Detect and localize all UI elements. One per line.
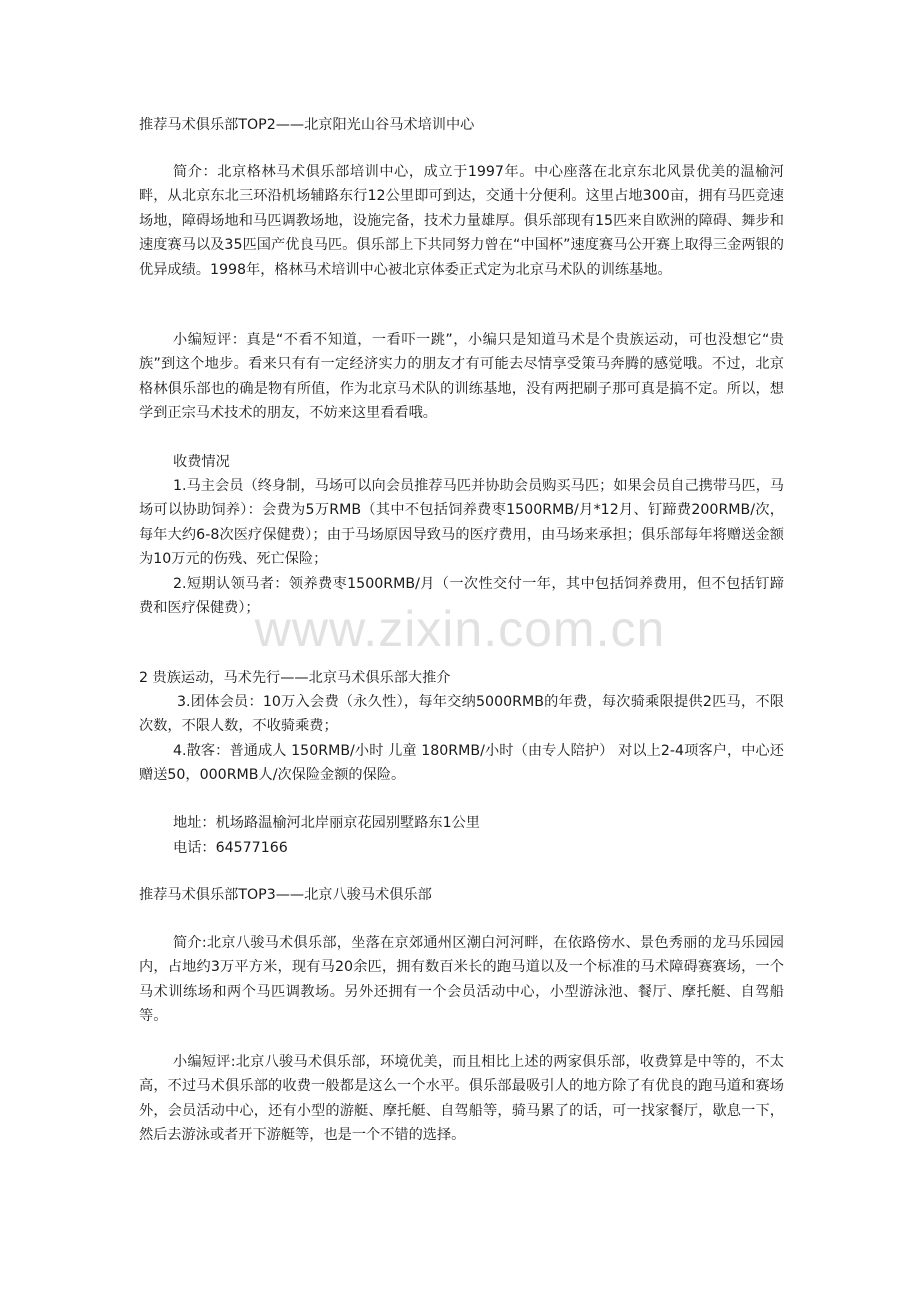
- section-heading-top3: 推荐马术俱乐部TOP3——北京八骏马术俱乐部: [139, 887, 432, 903]
- review-paragraph-top2: 小编短评：真是“不看不知道，一看吓一跳”，小编只是知道马术是个贵族运动，可也没想它“贵族”到这个地步。看来只有有一定经济实力的朋友才有可能去尽情享受策马奔腾的感觉哦。不过，北京格林俱乐部也的确是物有所值，作为北京马术队的训练基地，没有两把刷子那可真是搞不定。所以，想学到正宗马术技术的朋友，不妨来这里看看哦。: [139, 332, 784, 422]
- intro-paragraph-top3: 简介:北京八骏马术俱乐部，坐落在京郊通州区潮白河河畔，在依路傍水、景色秀丽的龙马乐园园内，占地约3万平方米，现有马20余匹，拥有数百米长的跑马道以及一个标准的马术障碍赛赛场，一个马术训练场和两个马匹调教场。另外还拥有一个会员活动中心，小型游泳池、餐厅、摩托艇、自驾船等。: [139, 935, 784, 1025]
- fee-item-2: 2.短期认领马者：领养费枣1500RMB/月（一次性交付一年，其中包括饲养费用，但不包括钉蹄费和医疗保健费）；: [139, 576, 784, 617]
- fee-item-4: 4.散客：普通成人 150RMB/小时 儿童 180RMB/小时（由专人陪护） 对以上2-4项客户，中心还赠送50，000RMB人/次保险金额的保险。: [139, 743, 784, 784]
- phone-line: 电话：64577166: [173, 840, 288, 856]
- section-heading-top2: 推荐马术俱乐部TOP2——北京阳光山谷马术培训中心: [139, 117, 475, 133]
- watermark: www.zixin.com.cn: [254, 601, 666, 657]
- review-paragraph-top3: 小编短评:北京八骏马术俱乐部，环境优美，而且相比上述的两家俱乐部，收费算是中等的，不太高，不过马术俱乐部的收费一般都是这么一个水平。俱乐部最吸引人的地方除了有优良的跑马道和赛场外，会员活动中心，还有小型的游艇、摩托艇、自驾船等，骑马累了的话，可一找家餐厅，歇息一下，然后去游泳或者开下游艇等，也是一个不错的选择。: [139, 1054, 784, 1144]
- page-heading: 2 贵族运动，马术先行——北京马术俱乐部大推介: [139, 670, 451, 686]
- intro-paragraph-top2: 简介：北京格林马术俱乐部培训中心，成立于1997年。中心座落在北京东北风景优美的温榆河畔，从北京东北三环沿机场辅路东行12公里即可到达，交通十分便利。这里占地300亩，拥有马匹竞速场地，障碍场地和马匹调教场地，设施完备，技术力量雄厚。俱乐部现有15匹来自欧洲的障碍、舞步和速度赛马以及35匹国产优良马匹。俱乐部上下共同努力曾在“中国杯”速度赛马公开赛上取得三金两银的优异成绩。1998年，格林马术培训中心被北京体委正式定为北京马术队的训练基地。: [139, 164, 784, 278]
- address-line: 地址：机场路温榆河北岸丽京花园别墅路东1公里: [173, 815, 480, 831]
- fees-heading: 收费情况: [173, 454, 230, 470]
- fee-item-3: 3.团体会员：10万入会费（永久性），每年交纳5000RMB的年费，每次骑乘限提供2匹马，不限次数，不限人数，不收骑乘费；: [139, 694, 784, 735]
- fee-item-1: 1.马主会员（终身制，马场可以向会员推荐马匹并协助会员购买马匹；如果会员自己携带马匹，马场可以协助饲养）：会费为5万RMB（其中不包括饲养费枣1500RMB/月*12月、钉蹄费200RMB/次，每年大约6-8次医疗保健费）；由于马场原因导致马的医疗费用，由马场来承担；俱乐部每年将赠送金额为10万元的伤残、死亡保险；: [139, 478, 784, 568]
